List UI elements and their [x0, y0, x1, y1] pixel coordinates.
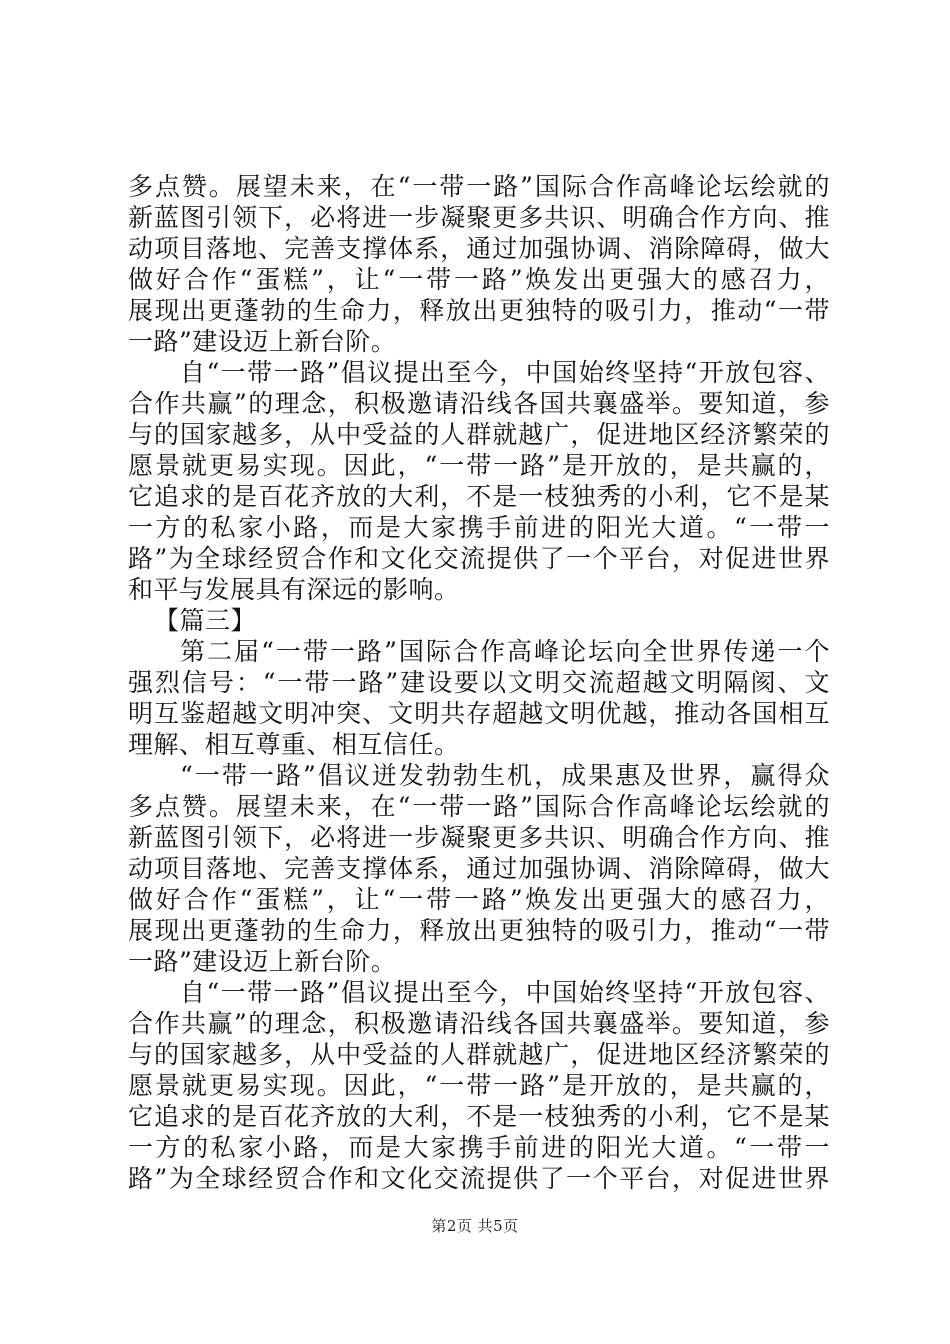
text-line: 动项目落地、完善支撑体系，通过加强协调、消除障碍，做大: [128, 854, 830, 883]
text-line: 与的国家越多，从中受益的人群就越广，促进地区经济繁荣的: [128, 1040, 830, 1069]
paragraph-start-line: 第二届“一带一路”国际合作高峰论坛向全世界传递一个: [180, 637, 830, 666]
paragraph-start-line: 自“一带一路”倡议提出至今，中国始终坚持“开放包容、: [180, 358, 830, 387]
paragraph-start-line: 自“一带一路”倡议提出至今，中国始终坚持“开放包容、: [180, 978, 830, 1007]
text-line: 路”为全球经贸合作和文化交流提供了一个平台，对促进世界: [128, 1164, 830, 1193]
text-line: 多点赞。展望未来，在“一带一路”国际合作高峰论坛绘就的: [128, 792, 830, 821]
text-line: 新蓝图引领下，必将进一步凝聚更多共识、明确合作方向、推: [128, 823, 830, 852]
text-line: 一路”建设迈上新台阶。: [128, 947, 397, 976]
text-line: 理解、相互尊重、相互信任。: [128, 730, 460, 759]
text-line: 明互鉴超越文明冲突、文明共存超越文明优越，推动各国相互: [128, 699, 830, 728]
text-line: 展现出更蓬勃的生命力，释放出更独特的吸引力，推动“一带: [128, 916, 830, 945]
text-line: 和平与发展具有深远的影响。: [128, 575, 460, 604]
text-line: 做好合作“蛋糕”，让“一带一路”焕发出更强大的感召力，: [128, 885, 830, 914]
text-line: 合作共赢”的理念，积极邀请沿线各国共襄盛举。要知道，参: [128, 389, 830, 418]
section-heading: 【篇三】: [154, 606, 257, 635]
page-number-label: 第2页 共5页: [431, 1217, 519, 1235]
paragraph-start-line: “一带一路”倡议迸发勃勃生机，成果惠及世界，赢得众: [180, 761, 830, 790]
text-line: 多点赞。展望未来，在“一带一路”国际合作高峰论坛绘就的: [128, 172, 830, 201]
text-line: 一方的私家小路，而是大家携手前进的阳光大道。“一带一: [128, 513, 830, 542]
text-line: 动项目落地、完善支撑体系，通过加强协调、消除障碍，做大: [128, 234, 830, 263]
text-line: 一方的私家小路，而是大家携手前进的阳光大道。“一带一: [128, 1133, 830, 1162]
text-line: 合作共赢”的理念，积极邀请沿线各国共襄盛举。要知道，参: [128, 1009, 830, 1038]
text-line: 一路”建设迈上新台阶。: [128, 327, 397, 356]
text-line: 新蓝图引领下，必将进一步凝聚更多共识、明确合作方向、推: [128, 203, 830, 232]
text-line: 它追求的是百花齐放的大利，不是一枝独秀的小利，它不是某: [128, 482, 830, 511]
text-line: 展现出更蓬勃的生命力，释放出更独特的吸引力，推动“一带: [128, 296, 830, 325]
text-line: 做好合作“蛋糕”，让“一带一路”焕发出更强大的感召力，: [128, 265, 830, 294]
text-line: 它追求的是百花齐放的大利，不是一枝独秀的小利，它不是某: [128, 1102, 830, 1131]
text-line: 与的国家越多，从中受益的人群就越广，促进地区经济繁荣的: [128, 420, 830, 449]
text-line: 路”为全球经贸合作和文化交流提供了一个平台，对促进世界: [128, 544, 830, 573]
text-line: 愿景就更易实现。因此，“一带一路”是开放的，是共赢的，: [128, 1071, 830, 1100]
text-line: 强烈信号：“一带一路”建设要以文明交流超越文明隔阂、文: [128, 668, 830, 697]
page-footer: [0, 1215, 950, 1236]
text-line: 愿景就更易实现。因此，“一带一路”是开放的，是共赢的，: [128, 451, 830, 480]
document-body: [128, 171, 830, 1194]
